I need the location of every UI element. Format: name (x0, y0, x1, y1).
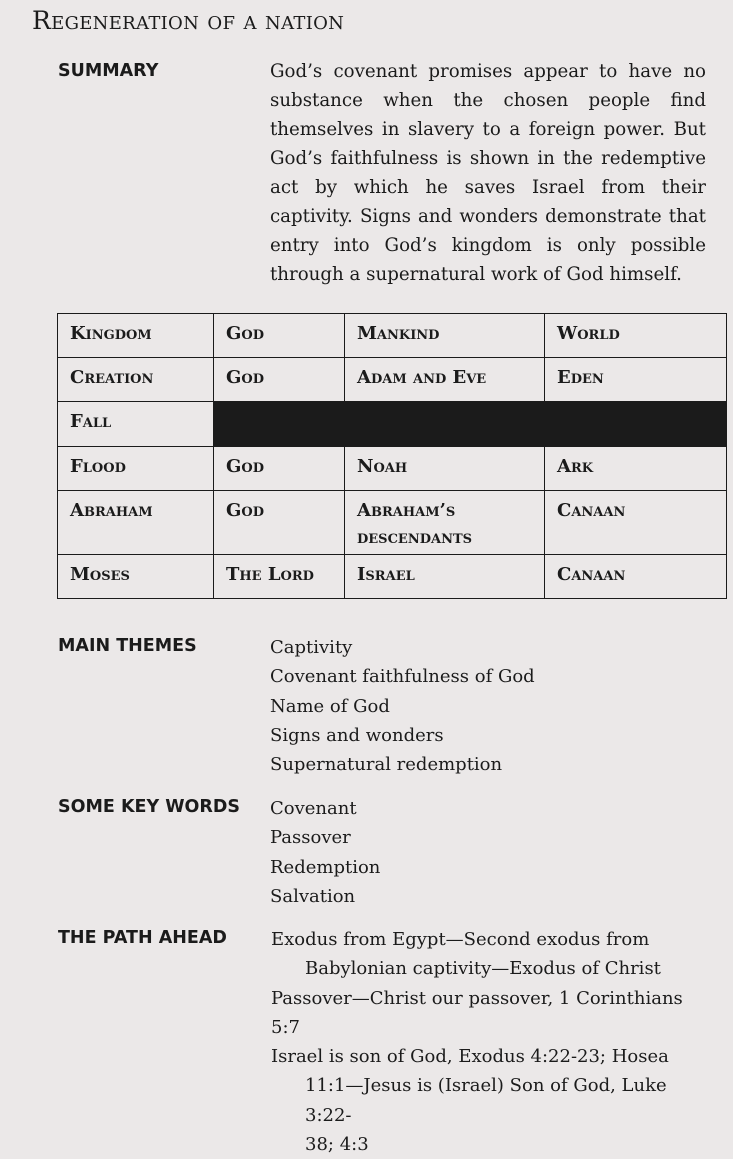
table-row (58, 555, 727, 599)
summary-text: God’s covenant promises appear to have no substance when the chosen people find themselves in slavery to a foreign power. But God’s faithfulness is shown in the redemptive act by which he saves Israel from their captivity. Signs and wonders demonstrate that entry into God’s kingdom is only possible through a supernatural work of God himself. (270, 61, 706, 285)
path-ahead-label: THE PATH AHEAD (58, 928, 227, 948)
path-ahead-text (271, 925, 711, 1159)
table-cell: Adam and Eve (345, 358, 545, 402)
table-cell: God (214, 491, 345, 555)
table-row (58, 491, 727, 555)
page-title: Regeneration of a nation (32, 6, 345, 35)
path-line: Passover—Christ our passover, 1 Corinthians 5:7 (271, 987, 683, 1038)
list-item: Passover (270, 827, 351, 849)
table-cell: Abraham (58, 491, 214, 555)
table-cell: Noah (345, 447, 545, 491)
list-item: Covenant faithfulness of God (270, 666, 535, 688)
table-cell: Eden (545, 358, 727, 402)
list-item: Signs and wonders (270, 724, 444, 746)
table-cell: Abraham’s descendants (345, 491, 545, 555)
table-header-cell: God (214, 314, 345, 358)
table-header-row (58, 314, 727, 358)
path-line: Babylonian captivity—Exodus of Christ (305, 958, 661, 980)
table-row (58, 447, 727, 491)
table-cell: Ark (545, 447, 727, 491)
list-item: Supernatural redemption (270, 754, 503, 776)
table-row (58, 402, 727, 447)
main-themes-label: MAIN THEMES (58, 636, 197, 656)
table-header-cell: Mankind (345, 314, 545, 358)
table-cell: Flood (58, 447, 214, 491)
list-item: Salvation (270, 885, 356, 907)
fall-blacked-out-cell (214, 402, 727, 447)
main-themes-list (270, 633, 535, 779)
list-item: Redemption (270, 856, 381, 878)
summary-label: SUMMARY (58, 61, 159, 81)
path-line: 11:1—Jesus is (Israel) Son of God, Luke 3:22- (305, 1075, 667, 1126)
table-cell: Canaan (545, 491, 727, 555)
table-cell: Canaan (545, 555, 727, 599)
path-line: Exodus from Egypt—Second exodus from (271, 929, 650, 950)
list-item: Name of God (270, 695, 390, 717)
table-cell: God (214, 358, 345, 402)
table-cell: God (214, 447, 345, 491)
key-words-label: SOME KEY WORDS (58, 797, 241, 817)
kingdom-table (57, 313, 727, 599)
table-cell: Creation (58, 358, 214, 402)
table-header-cell: Kingdom (58, 314, 214, 358)
table-cell: Moses (58, 555, 214, 599)
table-cell: The Lord (214, 555, 345, 599)
path-line: 38; 4:3 (305, 1134, 369, 1156)
list-item: Covenant (270, 798, 357, 819)
table-cell: Fall (58, 402, 214, 447)
list-item: Captivity (270, 637, 353, 658)
path-line: Israel is son of God, Exodus 4:22-23; Hosea (271, 1046, 669, 1068)
table-row (58, 358, 727, 402)
table-cell: Israel (345, 555, 545, 599)
table-header-cell: World (545, 314, 727, 358)
key-words-list (270, 794, 380, 911)
